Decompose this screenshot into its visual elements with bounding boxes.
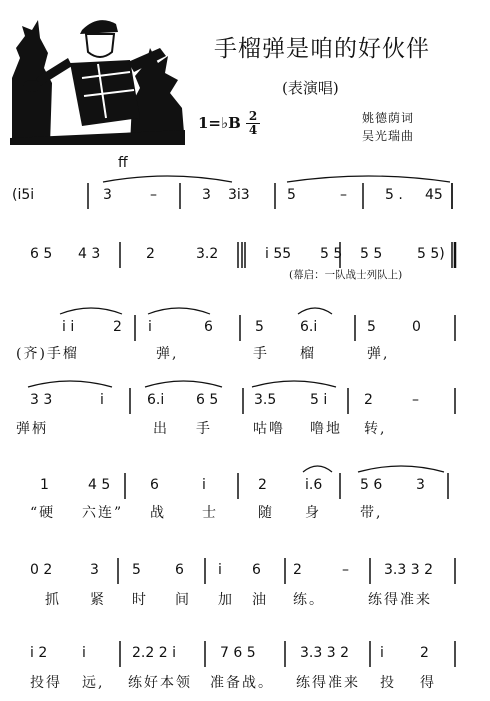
note-group: i	[148, 319, 152, 335]
key-signature: 1=♭B	[198, 114, 241, 132]
note-group: 6	[252, 562, 261, 578]
lyric-syllable: 身	[305, 505, 321, 521]
note-group: 4 5	[88, 477, 111, 493]
lyric-syllable: 带,	[360, 505, 383, 521]
note-group: 0 2	[30, 562, 53, 578]
note-group: i	[100, 392, 104, 408]
dynamic-marking: ff	[118, 155, 128, 171]
lyric-syllable: 出	[153, 421, 169, 437]
lyric-syllable: 油	[252, 592, 268, 608]
note-group: i	[82, 645, 86, 661]
slur-arc	[298, 308, 332, 314]
slur-arc	[103, 176, 232, 182]
note-group: 6	[204, 319, 213, 335]
note-group: 3	[202, 187, 211, 203]
time-denominator: 4	[248, 123, 258, 137]
note-group: 5 .	[385, 187, 403, 203]
note-group: 2	[146, 246, 155, 262]
note-group: i	[202, 477, 206, 493]
note-group: i 55	[265, 246, 292, 262]
stage-direction: (幕启：一队战士列队上)	[289, 269, 403, 281]
note-group: 2.2 2 i	[132, 645, 176, 661]
lyric-syllable: 抓	[45, 592, 61, 608]
note-group: 6 5	[30, 246, 53, 262]
note-group: 3.2	[196, 246, 219, 262]
note-group: 5 5	[360, 246, 383, 262]
note-group: 3i3	[228, 187, 250, 203]
note-group: 5 6	[360, 477, 383, 493]
lyric-syllable: 练好本领	[128, 675, 192, 691]
note-group: 2	[420, 645, 429, 661]
lyric-syllable: 随	[258, 505, 274, 521]
note-group: 5 i	[310, 392, 328, 408]
note-group: 3	[90, 562, 99, 578]
note-group: 5	[287, 187, 296, 203]
lyric-syllable: 弹柄	[16, 421, 48, 437]
slur-arc	[145, 381, 222, 387]
note-group: 3.3 3 2	[384, 562, 433, 578]
note-group: (i5i	[12, 187, 35, 203]
lyric-syllable: 远,	[82, 675, 105, 691]
lyric-syllable: 弹,	[367, 346, 390, 362]
slur-arc	[252, 381, 336, 387]
lyric-syllable: 时	[132, 592, 148, 608]
note-group: –	[412, 392, 419, 408]
note-group: 5 5)	[417, 246, 445, 262]
lyric-syllable: 练得准来	[296, 675, 360, 691]
lyric-syllable: 紧	[90, 592, 106, 608]
note-group: –	[340, 187, 347, 203]
note-group: 3.5	[254, 392, 277, 408]
lyric-syllable: 转,	[364, 421, 387, 437]
note-group: 3.3 3 2	[300, 645, 349, 661]
note-group: 3	[416, 477, 425, 493]
note-group: 3 3	[30, 392, 53, 408]
note-group: i 2	[30, 645, 48, 661]
note-group: 5 5	[320, 246, 343, 262]
note-group: 5	[255, 319, 264, 335]
lyric-syllable: 弹,	[156, 346, 179, 362]
lyric-syllable: 士	[202, 505, 218, 521]
lyricist-credit: 姚德荫词	[362, 111, 415, 125]
note-group: i	[380, 645, 384, 661]
lyric-syllable: (齐)手榴	[16, 346, 79, 362]
note-group: –	[150, 187, 157, 203]
lyric-syllable: “硬	[30, 505, 56, 521]
lyric-syllable: 准备战。	[210, 675, 274, 691]
note-group: 2	[293, 562, 302, 578]
note-group: 6 5	[196, 392, 219, 408]
slur-arc	[148, 308, 210, 314]
note-group: i	[218, 562, 222, 578]
composer-credit: 吴光瑞曲	[362, 129, 415, 143]
lyric-syllable: 手	[253, 346, 269, 362]
slur-arc	[287, 176, 450, 182]
lyric-syllable: 投	[380, 675, 396, 691]
lyric-syllable: 间	[175, 592, 191, 608]
note-group: 45	[425, 187, 443, 203]
lyric-syllable: 练。	[293, 592, 325, 608]
note-group: 1	[40, 477, 49, 493]
note-group: 2	[258, 477, 267, 493]
song-title: 手榴弹是咱的好伙伴	[214, 36, 430, 62]
lyric-syllable: 噜地	[310, 421, 342, 437]
lyric-syllable: 投得	[30, 675, 62, 691]
note-group: 2	[364, 392, 373, 408]
note-group: 6.i	[300, 319, 318, 335]
lyric-syllable: 榴	[300, 346, 316, 362]
lyric-syllable: 得	[420, 675, 436, 691]
note-group: 6	[150, 477, 159, 493]
lyric-syllable: 练得准来	[368, 592, 432, 608]
note-group: 7 6 5	[220, 645, 256, 661]
slur-arc	[28, 381, 112, 387]
note-group: i i	[62, 319, 75, 335]
note-group: 4 3	[78, 246, 101, 262]
slur-arc	[303, 466, 332, 472]
lyric-syllable: 加	[218, 592, 234, 608]
note-group: 0	[412, 319, 421, 335]
note-group: 5	[132, 562, 141, 578]
lyric-syllable: 手	[196, 421, 212, 437]
slur-arc	[358, 466, 444, 472]
note-group: 6	[175, 562, 184, 578]
song-subtitle: (表演唱)	[282, 79, 339, 97]
lyric-syllable: 战	[150, 505, 166, 521]
slur-arc	[60, 308, 122, 314]
note-group: 5	[367, 319, 376, 335]
note-group: 2	[113, 319, 122, 335]
note-group: –	[342, 562, 349, 578]
time-numerator: 2	[248, 109, 258, 123]
note-group: i.6	[305, 477, 323, 493]
lyric-syllable: 咕噜	[253, 421, 285, 437]
note-group: 6.i	[147, 392, 165, 408]
lyric-syllable: 六连”	[82, 505, 124, 521]
note-group: 3	[103, 187, 112, 203]
